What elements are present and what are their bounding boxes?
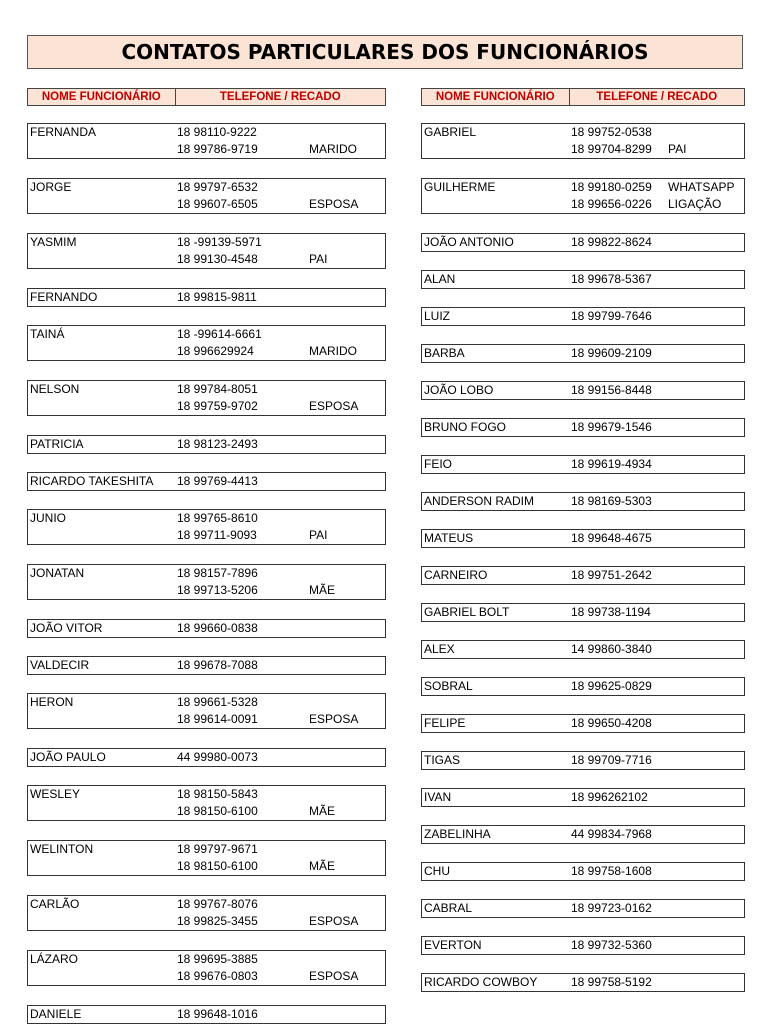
contact-line bbox=[28, 326, 385, 343]
employee-name: ALEX bbox=[424, 642, 455, 656]
employee-name: DANIELE bbox=[30, 1007, 82, 1021]
phone-number: 18 99758-1608 bbox=[571, 864, 652, 878]
employee-name: TAINÁ bbox=[30, 327, 65, 341]
phone-number: 18 98110-9222 bbox=[177, 125, 257, 139]
phone-number: 18 99711-9093 bbox=[177, 528, 257, 542]
contact-line bbox=[28, 251, 385, 268]
employee-name: MATEUS bbox=[424, 531, 474, 545]
employee-name: FERNANDA bbox=[30, 125, 97, 139]
contact-entry bbox=[27, 325, 386, 361]
phone-number: 18 98169-5303 bbox=[571, 494, 652, 508]
contact-entry bbox=[421, 788, 745, 807]
contact-line bbox=[422, 752, 744, 769]
phone-number: 18 99822-8624 bbox=[571, 235, 652, 249]
employee-name: CABRAL bbox=[424, 901, 473, 915]
contact-note: ESPOSA bbox=[309, 399, 359, 413]
phone-number: 18 99180-0259 bbox=[571, 180, 652, 194]
phone-number: 18 99765-8610 bbox=[177, 511, 258, 525]
contact-entry bbox=[27, 509, 386, 545]
employee-name: IVAN bbox=[424, 790, 452, 804]
phone-number: 18 99661-5328 bbox=[177, 695, 258, 709]
header-name: NOME FUNCIONÁRIO bbox=[28, 89, 176, 105]
contact-line bbox=[422, 604, 744, 621]
contact-line bbox=[422, 179, 744, 196]
contact-entry bbox=[27, 693, 386, 729]
phone-number: 18 99713-5206 bbox=[177, 583, 258, 597]
employee-name: JONATAN bbox=[30, 566, 85, 580]
contact-line bbox=[28, 1006, 385, 1023]
employee-name: JOÃO ANTONIO bbox=[424, 235, 514, 249]
contact-entry bbox=[421, 418, 745, 437]
phone-number: 18 99786-9719 bbox=[177, 142, 258, 156]
employee-name: JUNIO bbox=[30, 511, 66, 525]
contact-entry bbox=[421, 899, 745, 918]
contact-line bbox=[422, 234, 744, 251]
employee-name: JOÃO VITOR bbox=[30, 621, 103, 635]
employee-name: RICARDO COWBOY bbox=[424, 975, 538, 989]
contact-note: PAI bbox=[668, 142, 687, 156]
phone-number: 18 98150-6100 bbox=[177, 859, 258, 873]
contact-entry bbox=[27, 564, 386, 600]
contact-line bbox=[422, 863, 744, 880]
contact-line bbox=[28, 951, 385, 968]
phone-number: 18 99732-5360 bbox=[571, 938, 652, 952]
contact-line bbox=[28, 565, 385, 582]
phone-number: 18 99648-1016 bbox=[177, 1007, 258, 1021]
contact-entry bbox=[421, 233, 745, 252]
employee-name: BRUNO FOGO bbox=[424, 420, 507, 434]
contact-entry bbox=[421, 178, 745, 214]
contact-entry bbox=[27, 785, 386, 821]
phone-number: 18 99156-8448 bbox=[571, 383, 652, 397]
phone-number: 18 99825-3455 bbox=[177, 914, 258, 928]
contact-line bbox=[28, 124, 385, 141]
contact-line bbox=[28, 694, 385, 711]
contact-line bbox=[28, 343, 385, 360]
contact-line bbox=[28, 913, 385, 930]
phone-number: 18 99769-4413 bbox=[177, 474, 258, 488]
employee-name: SOBRAL bbox=[424, 679, 473, 693]
phone-number: 18 99797-9671 bbox=[177, 842, 258, 856]
phone-number: 18 99656-0226 bbox=[571, 197, 652, 211]
contact-line bbox=[28, 527, 385, 544]
phone-number: 18 99784-8051 bbox=[177, 382, 258, 396]
phone-number: 18 99738-1194 bbox=[571, 605, 651, 619]
phone-number: 18 99614-0091 bbox=[177, 712, 258, 726]
employee-name: WELINTON bbox=[30, 842, 94, 856]
contact-entry bbox=[421, 973, 745, 992]
contact-line bbox=[422, 789, 744, 806]
phone-number: 18 99723-0162 bbox=[571, 901, 652, 915]
employee-name: CARNEIRO bbox=[424, 568, 488, 582]
contact-entry bbox=[27, 1005, 386, 1024]
phone-number: 18 -99614-6661 bbox=[177, 327, 262, 341]
contact-line bbox=[422, 345, 744, 362]
contact-line bbox=[28, 858, 385, 875]
contact-line bbox=[28, 196, 385, 213]
employee-name: GABRIEL BOLT bbox=[424, 605, 510, 619]
contact-entry bbox=[27, 123, 386, 159]
contact-entry bbox=[421, 344, 745, 363]
phone-number: 18 996629924 bbox=[177, 344, 254, 358]
contact-line bbox=[28, 436, 385, 453]
contact-entry bbox=[421, 603, 745, 622]
contact-line bbox=[422, 493, 744, 510]
contact-entry bbox=[27, 656, 386, 675]
phone-number: 18 98157-7896 bbox=[177, 566, 258, 580]
employee-name: GABRIEL bbox=[424, 125, 477, 139]
phone-number: 18 99752-0538 bbox=[571, 125, 652, 139]
employee-name: JORGE bbox=[30, 180, 72, 194]
contact-line bbox=[422, 456, 744, 473]
contact-line bbox=[422, 900, 744, 917]
contact-entry bbox=[421, 307, 745, 326]
contact-line bbox=[422, 308, 744, 325]
phone-number: 18 99759-9702 bbox=[177, 399, 258, 413]
contact-line bbox=[422, 641, 744, 658]
contact-note: WHATSAPP bbox=[668, 180, 735, 194]
contact-entry bbox=[27, 950, 386, 986]
contact-entry bbox=[27, 233, 386, 269]
contact-line bbox=[28, 582, 385, 599]
employee-name: WESLEY bbox=[30, 787, 81, 801]
contact-line bbox=[28, 289, 385, 306]
contact-note: LIGAÇÃO bbox=[668, 197, 722, 211]
employee-name: CARLÃO bbox=[30, 897, 80, 911]
phone-number: 18 99751-2642 bbox=[571, 568, 652, 582]
contact-entry bbox=[421, 381, 745, 400]
contact-line bbox=[422, 141, 744, 158]
contact-note: PAI bbox=[309, 528, 328, 542]
employee-name: ALAN bbox=[424, 272, 456, 286]
contact-entry bbox=[27, 178, 386, 214]
contact-note: MARIDO bbox=[309, 142, 357, 156]
header-phone: TELEFONE / RECADO bbox=[596, 91, 718, 103]
contact-line bbox=[422, 382, 744, 399]
phone-number: 18 99660-0838 bbox=[177, 621, 258, 635]
employee-name: EVERTON bbox=[424, 938, 482, 952]
contact-line bbox=[422, 937, 744, 954]
contact-entry bbox=[27, 435, 386, 454]
phone-number: 14 99860-3840 bbox=[571, 642, 652, 656]
phone-number: 18 99678-7088 bbox=[177, 658, 258, 672]
contact-line bbox=[28, 141, 385, 158]
contact-entry bbox=[27, 380, 386, 416]
phone-number: 18 98123-2493 bbox=[177, 437, 258, 451]
contact-line bbox=[28, 381, 385, 398]
contact-line bbox=[422, 271, 744, 288]
contact-note: MÃE bbox=[309, 804, 336, 818]
employee-name: RICARDO TAKESHITA bbox=[30, 474, 154, 488]
contact-entry bbox=[421, 862, 745, 881]
left-table-header bbox=[27, 88, 386, 106]
contact-entry bbox=[27, 895, 386, 931]
phone-number: 18 -99139-5971 bbox=[177, 235, 262, 249]
contact-entry bbox=[27, 748, 386, 767]
contact-line bbox=[28, 841, 385, 858]
contact-line bbox=[422, 196, 744, 213]
phone-number: 18 99704-8299 bbox=[571, 142, 652, 156]
employee-name: FEIO bbox=[424, 457, 453, 471]
employee-name: LÁZARO bbox=[30, 952, 79, 966]
phone-number: 18 99678-5367 bbox=[571, 272, 652, 286]
phone-number: 18 99695-3885 bbox=[177, 952, 258, 966]
contact-entry bbox=[421, 566, 745, 585]
contact-line bbox=[28, 510, 385, 527]
contact-note: ESPOSA bbox=[309, 914, 359, 928]
contact-line bbox=[28, 398, 385, 415]
contact-note: PAI bbox=[309, 252, 328, 266]
contact-entry bbox=[421, 640, 745, 659]
employee-name: JOÃO PAULO bbox=[30, 750, 106, 764]
phone-number: 18 99758-5192 bbox=[571, 975, 652, 989]
contact-entry bbox=[421, 825, 745, 844]
contact-line bbox=[422, 530, 744, 547]
contact-entry bbox=[421, 714, 745, 733]
employee-name: ANDERSON RADIM bbox=[424, 494, 535, 508]
contact-note: ESPOSA bbox=[309, 197, 359, 211]
phone-number: 18 99650-4208 bbox=[571, 716, 652, 730]
employee-name: HERON bbox=[30, 695, 74, 709]
employee-name: LUIZ bbox=[424, 309, 451, 323]
phone-number: 18 99130-4548 bbox=[177, 252, 258, 266]
phone-number: 18 98150-5843 bbox=[177, 787, 258, 801]
contact-entry bbox=[27, 619, 386, 638]
contact-note: MÃE bbox=[309, 859, 336, 873]
phone-number: 18 996262102 bbox=[571, 790, 648, 804]
employee-name: CHU bbox=[424, 864, 450, 878]
contact-line bbox=[422, 419, 744, 436]
phone-number: 18 99619-4934 bbox=[571, 457, 652, 471]
phone-number: 18 99607-6505 bbox=[177, 197, 258, 211]
phone-number: 18 99609-2109 bbox=[571, 346, 652, 360]
contact-entry bbox=[421, 751, 745, 770]
contact-entry bbox=[421, 936, 745, 955]
phone-number: 18 98150-6100 bbox=[177, 804, 258, 818]
contact-line bbox=[28, 786, 385, 803]
employee-name: VALDECIR bbox=[30, 658, 90, 672]
phone-number: 18 99625-0829 bbox=[571, 679, 652, 693]
header-name: NOME FUNCIONÁRIO bbox=[422, 89, 570, 105]
contact-line bbox=[28, 896, 385, 913]
contact-entry bbox=[421, 270, 745, 289]
contact-line bbox=[28, 179, 385, 196]
phone-number: 18 99799-7646 bbox=[571, 309, 652, 323]
contact-line bbox=[422, 715, 744, 732]
contact-entry bbox=[27, 840, 386, 876]
contact-line bbox=[28, 657, 385, 674]
contact-entry bbox=[421, 455, 745, 474]
contact-entry bbox=[421, 492, 745, 511]
employee-name: JOÃO LOBO bbox=[424, 383, 494, 397]
contact-note: MARIDO bbox=[309, 344, 357, 358]
contact-line bbox=[422, 567, 744, 584]
employee-name: FERNANDO bbox=[30, 290, 98, 304]
employee-name: BARBA bbox=[424, 346, 465, 360]
contact-line bbox=[28, 803, 385, 820]
phone-number: 18 99648-4675 bbox=[571, 531, 652, 545]
contact-line bbox=[422, 124, 744, 141]
contact-note: MÃE bbox=[309, 583, 336, 597]
page-title: CONTATOS PARTICULARES DOS FUNCIONÁRIOS bbox=[27, 35, 743, 69]
employee-name: YASMIM bbox=[30, 235, 77, 249]
phone-number: 18 99797-6532 bbox=[177, 180, 258, 194]
phone-number: 18 99815-9811 bbox=[177, 290, 257, 304]
employee-name: TIGAS bbox=[424, 753, 461, 767]
contact-entry bbox=[27, 288, 386, 307]
phone-number: 18 99676-0803 bbox=[177, 969, 258, 983]
phone-number: 44 99980-0073 bbox=[177, 750, 258, 764]
contact-note: ESPOSA bbox=[309, 969, 359, 983]
contact-entry bbox=[421, 529, 745, 548]
employee-name: FELIPE bbox=[424, 716, 466, 730]
contact-line bbox=[28, 711, 385, 728]
right-table-header bbox=[421, 88, 745, 106]
contact-line bbox=[422, 974, 744, 991]
header-phone: TELEFONE / RECADO bbox=[219, 91, 341, 103]
contact-line bbox=[28, 968, 385, 985]
phone-number: 44 99834-7968 bbox=[571, 827, 652, 841]
contact-line bbox=[28, 234, 385, 251]
contact-note: ESPOSA bbox=[309, 712, 359, 726]
contact-entry bbox=[421, 123, 745, 159]
contact-entry bbox=[27, 472, 386, 491]
contact-line bbox=[28, 749, 385, 766]
employee-name: ZABELINHA bbox=[424, 827, 491, 841]
contact-line bbox=[28, 473, 385, 490]
contact-line bbox=[422, 826, 744, 843]
employee-name: PATRICIA bbox=[30, 437, 84, 451]
phone-number: 18 99679-1546 bbox=[571, 420, 652, 434]
contact-entry bbox=[421, 677, 745, 696]
contact-line bbox=[28, 620, 385, 637]
phone-number: 18 99767-8076 bbox=[177, 897, 258, 911]
employee-name: GUILHERME bbox=[424, 180, 496, 194]
contact-line bbox=[422, 678, 744, 695]
employee-name: NELSON bbox=[30, 382, 80, 396]
phone-number: 18 99709-7716 bbox=[571, 753, 652, 767]
